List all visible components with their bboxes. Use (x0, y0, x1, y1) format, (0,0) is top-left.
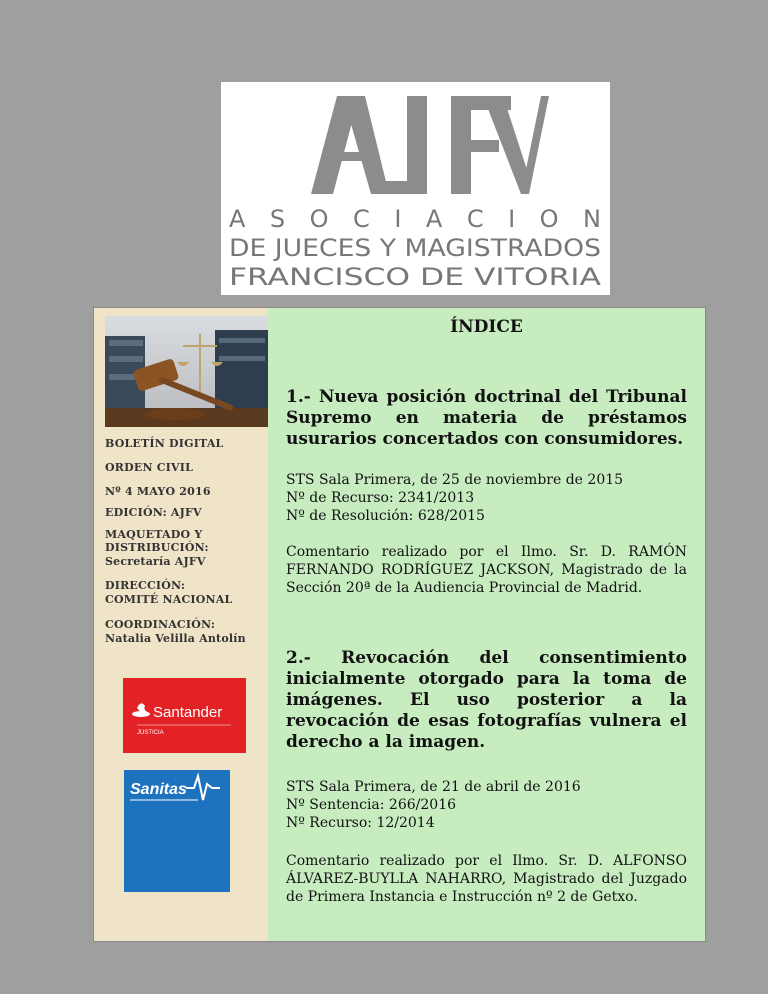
sidebar-label-layout: MAQUETADO Y DISTRIBUCIÓN: (105, 528, 209, 554)
sidebar (94, 308, 268, 941)
logo-line-1: A S O C I A C I O N (229, 205, 601, 233)
santander-logo[interactable] (123, 678, 246, 753)
sidebar-label-coordinator: Natalia Velilla Antolín (105, 632, 246, 645)
sidebar-label-direction: DIRECCIÓN: (105, 579, 186, 592)
sidebar-label-issue: Nº 4 MAYO 2016 (105, 485, 211, 498)
logo-line-2: DE JUECES Y MAGISTRADOS (229, 234, 601, 262)
gavel-and-scales-photo (105, 316, 268, 427)
sanitas-name: Sanitas (130, 781, 187, 798)
index-content (268, 308, 705, 941)
section-1-ref-line: STS Sala Primera, de 25 de noviembre de 2015 (286, 472, 624, 488)
ajfv-logo (221, 82, 610, 295)
sidebar-label-order: ORDEN CIVIL (105, 461, 194, 474)
logo-line-3: FRANCISCO DE VITORIA (229, 263, 602, 291)
sidebar-label-bulletin: BOLETÍN DIGITAL (105, 437, 224, 450)
santander-sub: JUSTICIA (137, 730, 164, 736)
section-2-ref-line: STS Sala Primera, de 21 de abril de 2016 (286, 779, 581, 795)
section-1-reference (286, 471, 687, 525)
heartbeat-icon (186, 776, 220, 800)
sanitas-logo[interactable] (124, 770, 230, 892)
sidebar-label-committee: COMITÉ NACIONAL (105, 593, 233, 606)
sidebar-label-secretaria: Secretaría AJFV (105, 555, 206, 568)
section-2-heading[interactable]: 2.- Revocación del consentimiento inicialmente otorgado para la toma de imágenes. El uso posterior a la revocación de esas fotografías vulnera el derecho a la imagen. (286, 648, 687, 752)
section-1-heading[interactable]: 1.- Nueva posición doctrinal del Tribunal Supremo en materia de préstamos usurarios concertados con consumidores. (286, 387, 687, 449)
sidebar-label-edition: EDICIÓN: AJFV (105, 506, 202, 519)
bulletin-page (93, 307, 706, 942)
section-2-comment: Comentario realizado por el Ilmo. Sr. D. ALFONSO ÁLVAREZ-BUYLLA NAHARRO, Magistrado del Juzgado de Primera Instancia e Instrucción nº 2 de Getxo. (286, 853, 687, 905)
index-title: ÍNDICE (450, 317, 523, 337)
section-2-ref-line: Nº Recurso: 12/2014 (286, 815, 435, 831)
santander-name: Santander (153, 704, 223, 721)
sidebar-label-coordination: COORDINACIÓN: (105, 618, 216, 631)
section-2-ref-line: Nº Sentencia: 266/2016 (286, 797, 457, 813)
section-1-ref-line: Nº de Recurso: 2341/2013 (286, 490, 475, 506)
section-1-ref-line: Nº de Resolución: 628/2015 (286, 508, 485, 524)
section-1-comment: Comentario realizado por el Ilmo. Sr. D. RAMÓN FERNANDO RODRÍGUEZ JACKSON, Magistrado de la Sección 20ª de la Audiencia Provincial de Madrid. (286, 544, 687, 596)
section-2-reference (286, 778, 687, 832)
